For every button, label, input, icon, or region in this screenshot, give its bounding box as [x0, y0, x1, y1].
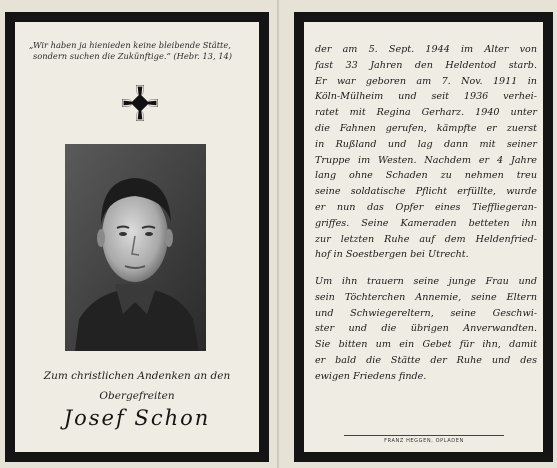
- printer-imprint: FRANZ HEGGEN, OPLADEN: [344, 435, 504, 444]
- text-line: hof in Soestbergen bei Utrecht.: [315, 249, 469, 261]
- text-line: lang ohne Schaden zu nehmen treu: [315, 170, 537, 182]
- left-panel: [5, 12, 269, 462]
- text-line: der am 5. Sept. 1944 im Alter von: [315, 44, 537, 55]
- text-line: ster und die übrigen Anverwandten.: [315, 323, 537, 335]
- text-line: und Schwiegereltern, seine Geschwi-: [315, 307, 537, 319]
- text-line: griffes. Seine Kameraden betteten ihn: [315, 217, 537, 229]
- card-fold: [277, 0, 279, 468]
- text-line: Sie bitten um ein Gebet für ihn, damit: [315, 339, 537, 351]
- text-line: in Rußland und lag dann mit seiner: [315, 138, 537, 150]
- text-line: seine soldatische Pflicht erfüllte, wurde: [315, 186, 537, 198]
- motto-line: sondern suchen die Zukünftige.“ (Hebr. 13, 14): [33, 51, 233, 61]
- text-line: zur letzten Ruhe auf dem Heldenfried-: [315, 233, 537, 245]
- motto-line: „Wir haben ja hienieden keine bleibende Stätte,: [29, 40, 231, 50]
- deceased-name: Josef Schon: [63, 406, 211, 430]
- portrait-photo: [65, 144, 206, 351]
- text-line: ewigen Friedens finde.: [315, 370, 427, 382]
- text-line: er bald die Stätte der Ruhe und des: [315, 354, 537, 366]
- bible-verse: [29, 40, 251, 62]
- right-panel: [294, 12, 553, 462]
- text-line: die Fahnen gerufen, kämpfte er zuerst: [315, 122, 537, 134]
- caption-rank: Obergefreiten: [99, 390, 175, 402]
- text-line: Um ihn trauern seine junge Frau und: [315, 276, 537, 287]
- iron-cross-icon: [121, 84, 159, 122]
- obituary-paragraph-2: [315, 274, 537, 385]
- text-line: fast 33 Jahren den Heldentod starb.: [315, 59, 537, 71]
- caption-dedication: Zum christlichen Andenken an den: [43, 370, 231, 382]
- text-line: Truppe im Westen. Nachdem er 4 Jahre: [315, 154, 537, 166]
- text-line: er nun das Opfer eines Tieffliegeran-: [315, 201, 537, 213]
- text-line: ratet mit Regina Gerharz. 1940 unter: [315, 107, 537, 119]
- text-line: sein Töchterchen Annemie, seine Eltern: [315, 291, 537, 303]
- text-line: Köln-Mülheim und seit 1936 verhei-: [315, 91, 537, 103]
- text-line: Er war geboren am 7. Nov. 1911 in: [315, 75, 537, 87]
- obituary-paragraph-1: [315, 42, 537, 263]
